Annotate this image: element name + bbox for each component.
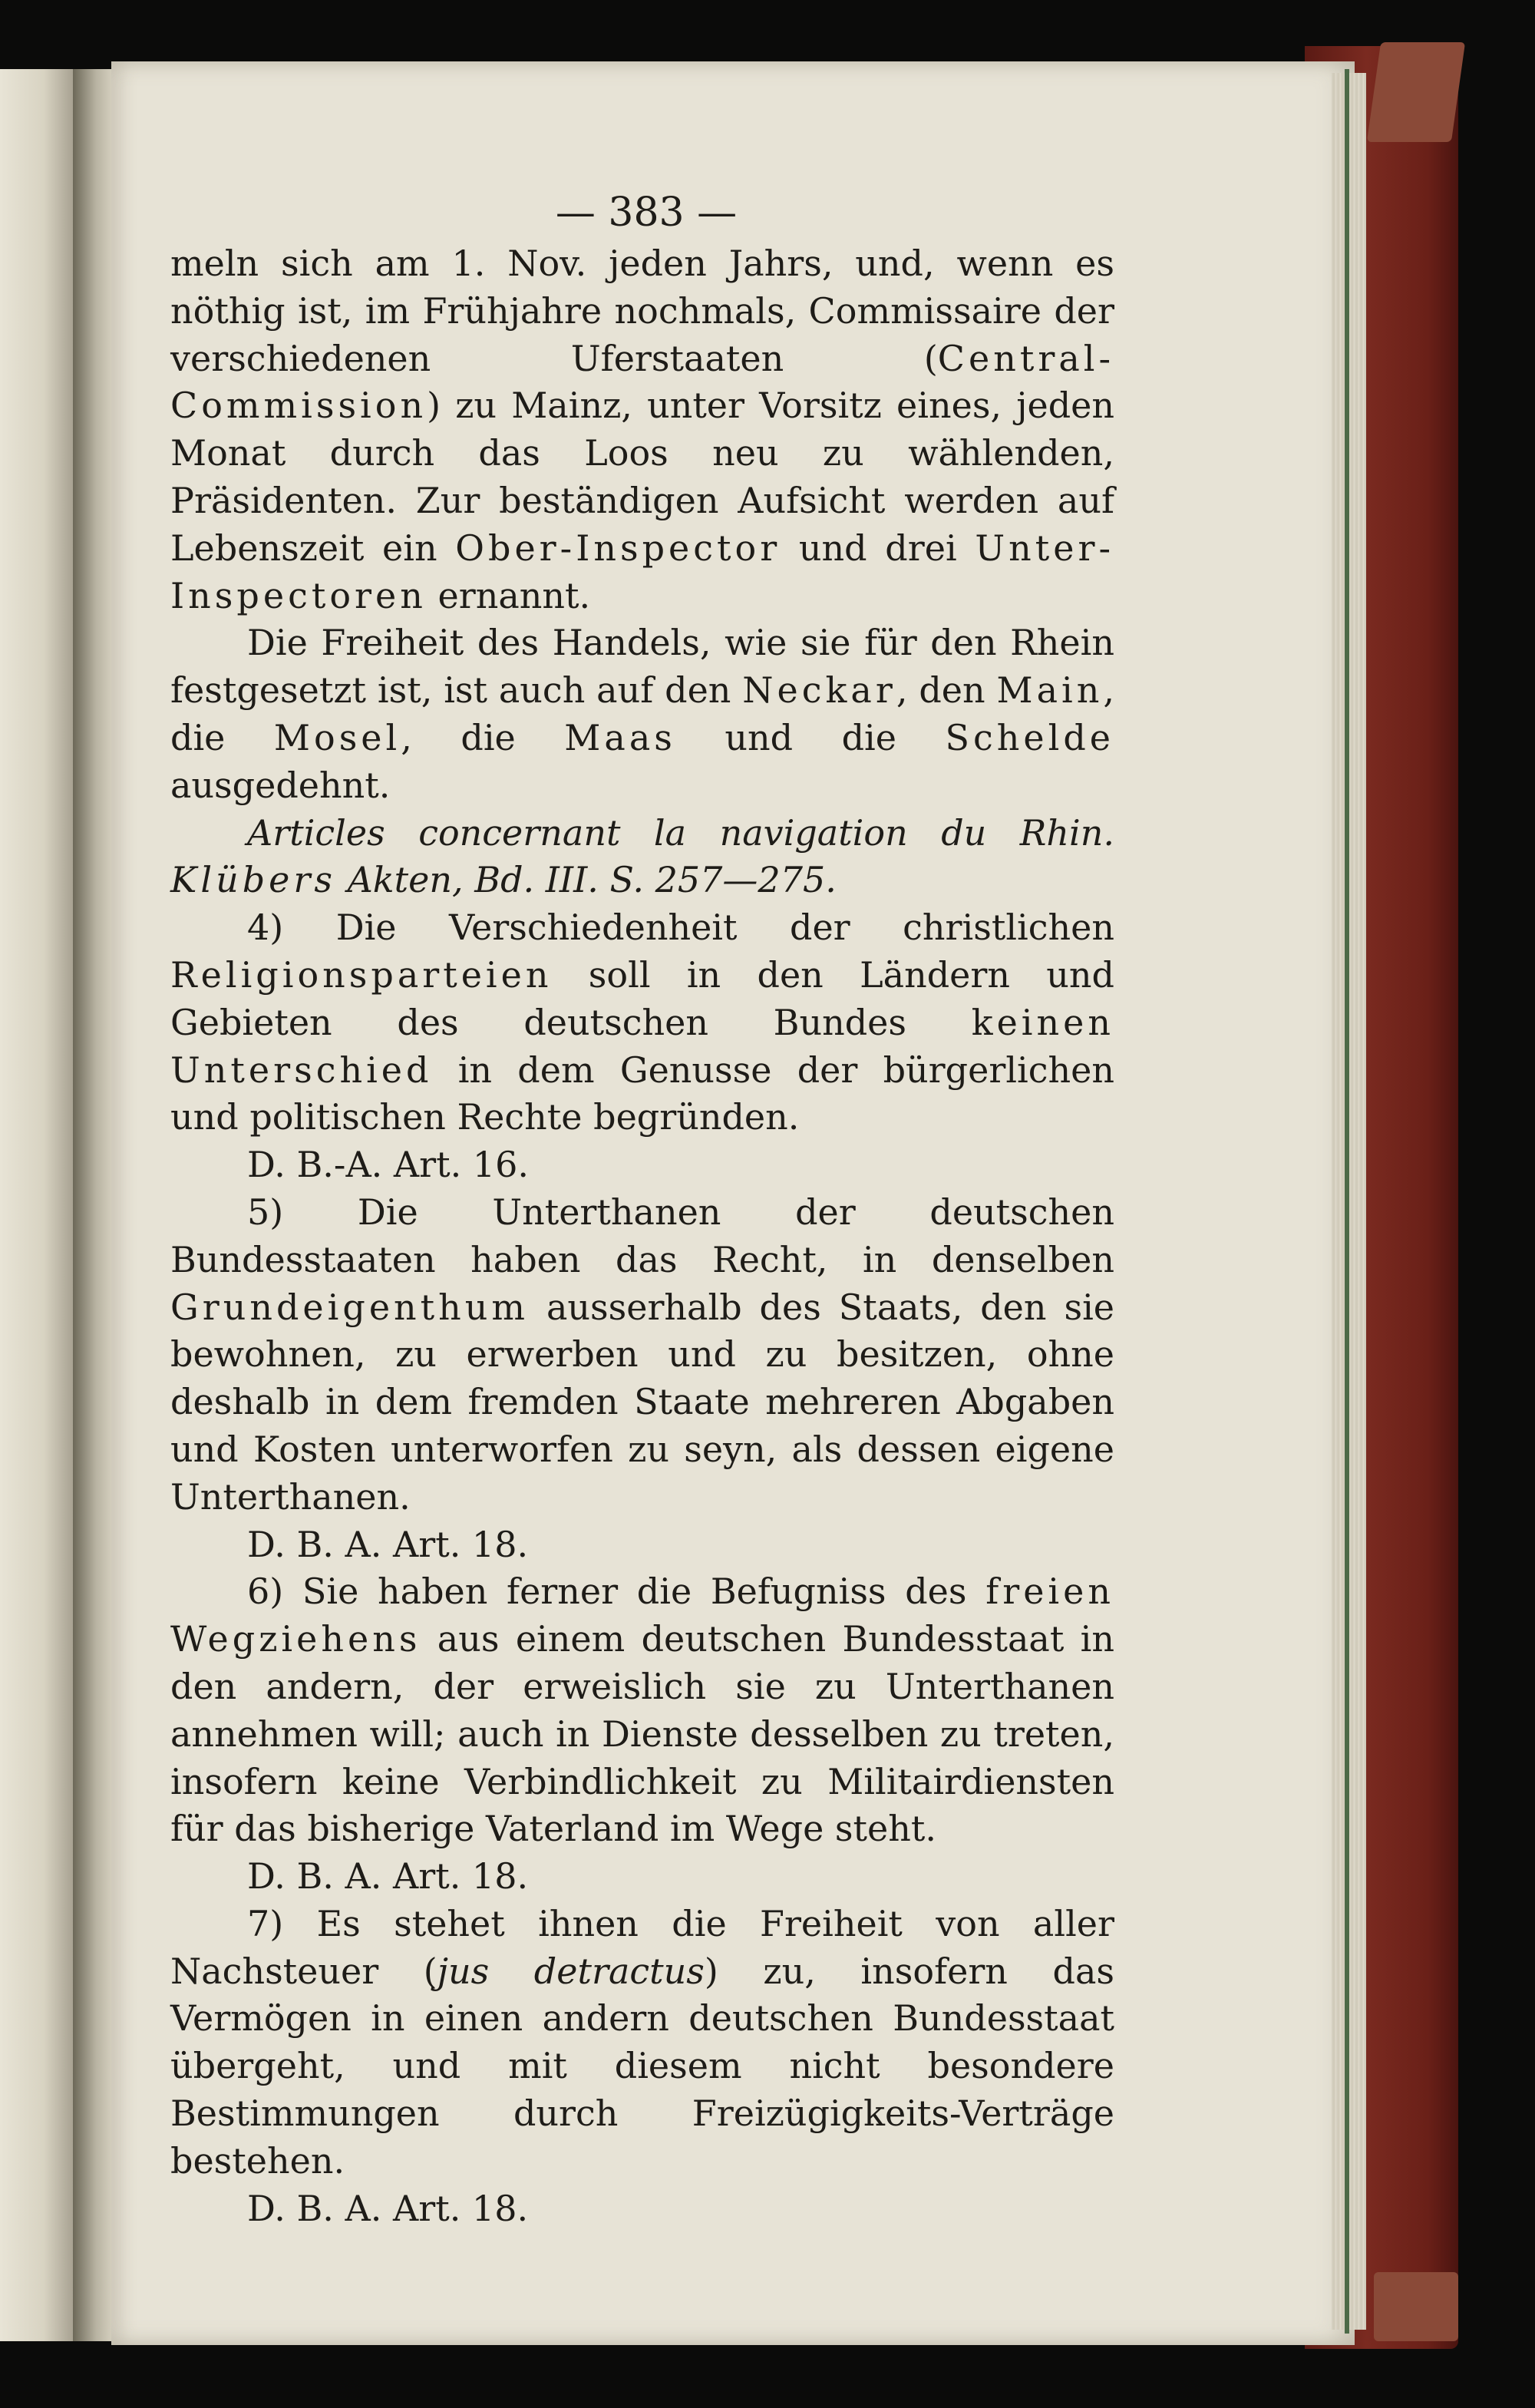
text-run: Unter-Inspectoren (170, 527, 1114, 616)
text-run: D. B. A. Art. 18. (247, 1523, 529, 1565)
text-run: ernannt. (426, 574, 591, 616)
text-run: in dem Genusse der bürgerlichen und politischen Rechte begründen. (170, 1049, 1114, 1138)
text-run: , den (896, 669, 997, 712)
book-gutter (73, 69, 115, 2341)
text-run: freien Wegziehens (170, 1571, 1114, 1660)
text-run: 4) Die Verschiedenheit der christlichen (247, 907, 1114, 949)
paragraph-articles-ref (170, 810, 1114, 905)
text-run: Main (996, 669, 1104, 712)
text-run: und drei (781, 527, 975, 569)
text-run: Grundeigenthum (170, 1286, 530, 1328)
paragraph-item-7 (170, 1901, 1114, 2185)
paragraph-list (170, 240, 1114, 2232)
paragraph-ref-18c (170, 2185, 1114, 2233)
text-run: Die Freiheit des Handels, wie sie für den Rhein festgesetzt ist, ist auch auf den (170, 622, 1114, 712)
text-run: Klübers (170, 859, 336, 901)
text-run: Religionsparteien (170, 953, 553, 996)
text-run: D. B.-A. Art. 16. (247, 1144, 530, 1186)
text-run: D. B. A. Art. 18. (247, 1855, 529, 1898)
text-run: jus detractus (437, 1950, 705, 1992)
page-number: — 383 — (555, 190, 738, 236)
cover-corner-bottom (1374, 2272, 1458, 2341)
paragraph-item-6 (170, 1568, 1114, 1853)
text-run: , die (170, 669, 1114, 758)
paragraph-item-5 (170, 1189, 1114, 1521)
text-run: 5) Die Unterthanen der deutschen Bundesstaaten haben das Recht, in denselben (170, 1191, 1114, 1280)
text-run: , die (401, 716, 565, 758)
text-run: ) zu Mainz, unter Vorsitz eines, jeden Monat durch das Loos neu zu wählenden, Präsidenten. Zur beständigen Aufsicht werden auf Lebenszeit ein (170, 385, 1114, 569)
text-run: Ober-Inspector (455, 527, 781, 569)
paragraph-ref-16 (170, 1141, 1114, 1189)
text-run: Mosel (273, 716, 401, 758)
text-run: Maas (564, 716, 676, 758)
text-run: aus einem deutschen Bundesstaat in den andern, der erweislich sie zu Unterthanen annehmen will; auch in Dienste desselben zu treten, insofern keine Verbindlichkeit zu Militairdiensten für das bisherige Vaterland im Wege steht. (170, 1618, 1114, 1850)
cover-corner-top (1367, 42, 1465, 142)
text-run: und die (675, 716, 946, 758)
text-run: Central-Commission (170, 337, 1114, 427)
text-run: 7) Es stehet ihnen die Freiheit von aller Nachsteuer ( (170, 1902, 1114, 1992)
text-run: ) zu, insofern das Vermögen in einen andern deutschen Bundesstaat übergeht, und mit diesem nicht besondere Bestimmungen durch Freizügigkeits-Verträge bestehen. (170, 1950, 1114, 2182)
paragraph-ref-18a (170, 1521, 1114, 1569)
text-run: Akten, Bd. III. S. 257—275. (335, 859, 837, 901)
endpaper-strip (1345, 69, 1349, 2334)
page-content (170, 188, 1114, 2232)
paragraph-freedom-of-trade (170, 619, 1114, 809)
text-run: keinen Unterschied (170, 1001, 1114, 1091)
text-run: ausgedehnt. (170, 764, 391, 806)
text-run: D. B. A. Art. 18. (247, 2187, 529, 2229)
text-run: soll in den Ländern und Gebieten des deutschen Bundes (170, 953, 1114, 1043)
text-run: Schelde (945, 716, 1115, 758)
text-run: Articles concernant la navigation du Rhin. (247, 811, 1114, 854)
text-run: meln sich am 1. Nov. jeden Jahrs, und, wenn es nöthig ist, im Frühjahre nochmals, Commissaire der verschiedenen Uferstaaten ( (170, 243, 1114, 379)
paragraph-rhine-commission (170, 240, 1114, 619)
paragraph-item-4 (170, 904, 1114, 1141)
text-run: Neckar (742, 669, 896, 712)
text-run: ausserhalb des Staats, den sie bewohnen, zu erwerben und zu besitzen, ohne deshalb in dem fremden Staate mehreren Abgaben und Kosten unterworfen zu seyn, als dessen eigene Unterthanen. (170, 1286, 1114, 1518)
text-run: 6) Sie haben ferner die Befugniss des (247, 1571, 986, 1613)
left-page-edge (0, 69, 73, 2341)
paragraph-ref-18b (170, 1853, 1114, 1901)
